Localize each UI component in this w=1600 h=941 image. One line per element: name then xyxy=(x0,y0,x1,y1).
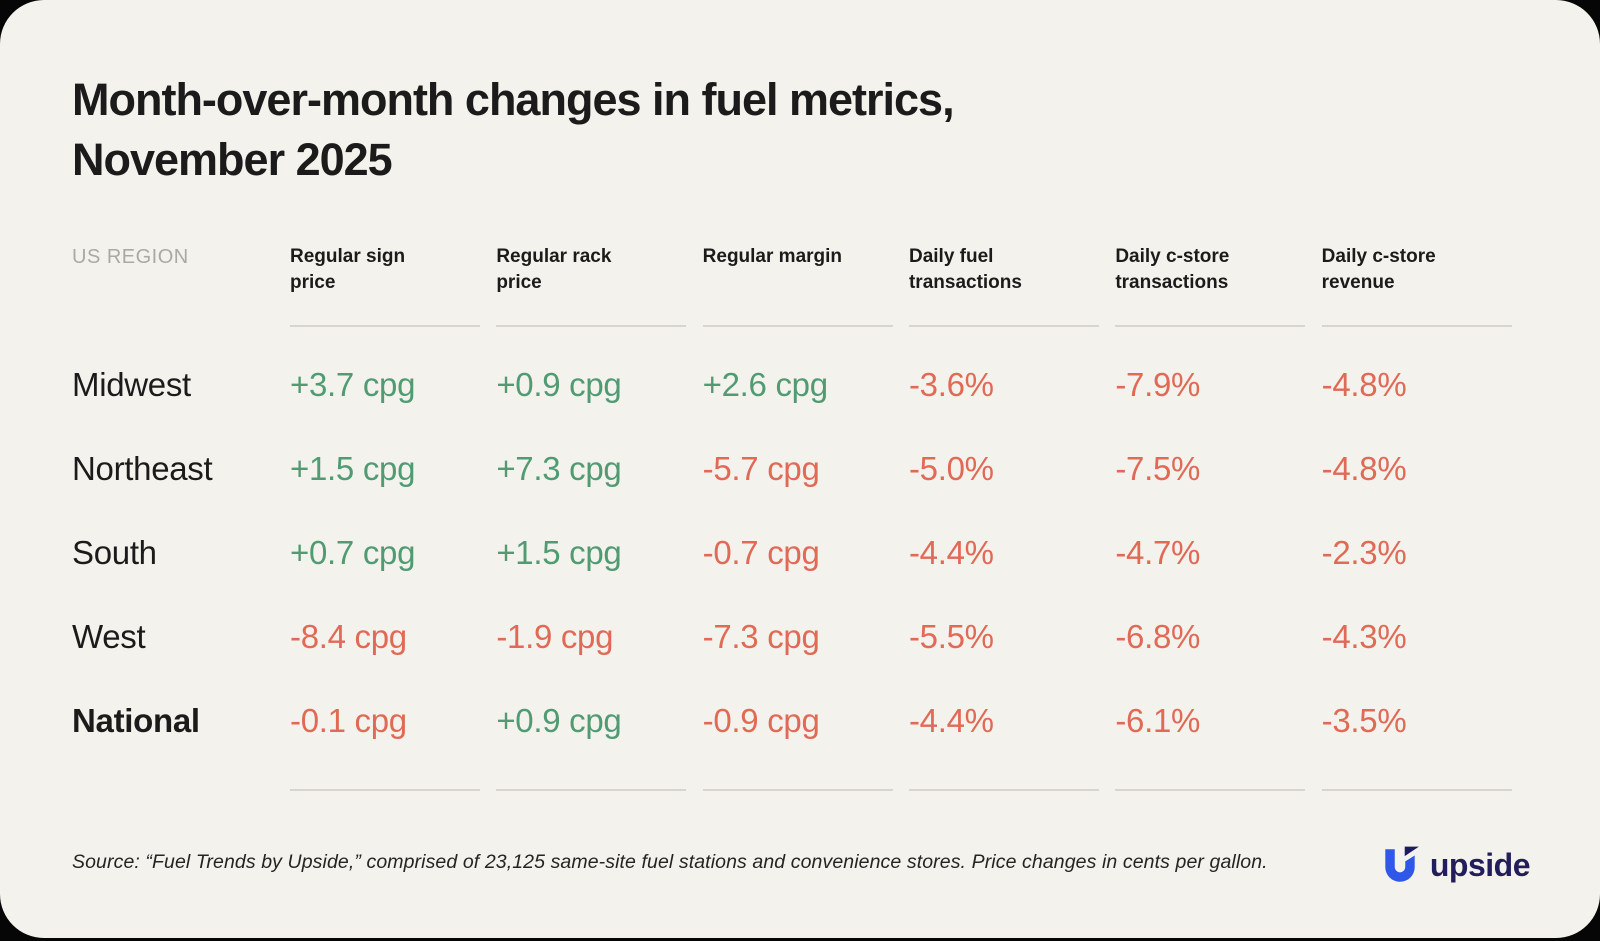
metric-value: +0.9 cpg xyxy=(496,365,622,403)
region-label: Midwest xyxy=(72,365,191,403)
table-body xyxy=(72,343,1528,763)
table-row xyxy=(72,343,1528,427)
column-bottom-rule xyxy=(1322,789,1512,791)
page-title-line1: Month-over-month changes in fuel metrics, xyxy=(72,74,954,125)
table-row xyxy=(72,427,1528,511)
column-header-label: Daily fuel transactions xyxy=(908,245,1022,294)
table-row xyxy=(72,511,1528,595)
column-header xyxy=(703,244,909,327)
metric-value: +0.9 cpg xyxy=(496,701,622,739)
header-underline xyxy=(1322,325,1512,327)
metric-value: -5.5% xyxy=(908,617,994,655)
header-underline xyxy=(909,325,1099,327)
metric-value: +1.5 cpg xyxy=(290,449,416,487)
metric-value: -4.3% xyxy=(1321,617,1407,655)
column-header xyxy=(1322,244,1528,327)
column-header-label: Daily c-store revenue xyxy=(1321,245,1436,294)
bottom-rule-cell xyxy=(1322,789,1528,791)
header-underline xyxy=(703,325,893,327)
metric-value: -0.1 cpg xyxy=(290,701,407,739)
metric-value: +1.5 cpg xyxy=(496,533,622,571)
header-underline xyxy=(496,325,686,327)
column-bottom-rule xyxy=(290,789,480,791)
metric-value: +2.6 cpg xyxy=(702,365,828,403)
column-header-region: US REGION xyxy=(72,245,189,268)
header-underline xyxy=(290,325,480,327)
region-label: West xyxy=(72,617,146,655)
metric-value: -7.5% xyxy=(1115,449,1201,487)
column-bottom-rule xyxy=(496,789,686,791)
column-header-label: Regular rack price xyxy=(496,245,612,294)
metric-value: +3.7 cpg xyxy=(290,365,416,403)
metric-value: -4.8% xyxy=(1321,365,1407,403)
column-bottom-rule xyxy=(909,789,1099,791)
metric-value: -0.7 cpg xyxy=(702,533,820,571)
column-header xyxy=(909,244,1115,327)
metric-value: -3.5% xyxy=(1321,701,1407,739)
table-row xyxy=(72,595,1528,679)
page-title xyxy=(72,0,1528,190)
metric-value: -7.9% xyxy=(1115,365,1201,403)
metric-value: -5.0% xyxy=(908,449,994,487)
region-label: South xyxy=(72,533,157,571)
bottom-rule-spacer xyxy=(72,789,290,791)
metric-value: -7.3 cpg xyxy=(702,617,820,655)
metric-value: -0.9 cpg xyxy=(702,701,820,739)
bottom-rule-cell xyxy=(290,789,496,791)
bottom-rule-cell xyxy=(1115,789,1321,791)
page-title-line2: November 2025 xyxy=(72,133,392,185)
source-note: Source: “Fuel Trends by Upside,” comprised of 23,125 same-site fuel stations and convenience stores. Price changes in cents per gallon. xyxy=(72,851,1268,873)
upside-logo xyxy=(1379,844,1530,886)
metric-value: -6.1% xyxy=(1115,701,1201,739)
column-header-label: Daily c-store transactions xyxy=(1115,245,1230,294)
column-header-label: Regular sign price xyxy=(290,245,406,294)
metric-value: -4.4% xyxy=(908,701,994,739)
region-label: National xyxy=(72,701,200,739)
metric-value: -4.7% xyxy=(1115,533,1201,571)
table-header-row xyxy=(72,244,1528,327)
column-bottom-rule xyxy=(1115,789,1305,791)
metric-value: -5.7 cpg xyxy=(702,449,820,487)
upside-u-logo-icon xyxy=(1379,844,1421,886)
metric-value: -6.8% xyxy=(1115,617,1201,655)
metric-value: +7.3 cpg xyxy=(496,449,622,487)
metric-value: -3.6% xyxy=(908,365,994,403)
fuel-metrics-table xyxy=(72,244,1528,791)
column-header-label: Regular margin xyxy=(702,245,843,267)
metric-value: -1.9 cpg xyxy=(496,617,614,655)
header-underline xyxy=(1115,325,1305,327)
table-bottom-rules xyxy=(72,789,1528,791)
metric-value: -4.4% xyxy=(908,533,994,571)
metric-value: -2.3% xyxy=(1321,533,1407,571)
metric-value: -8.4 cpg xyxy=(290,617,407,655)
bottom-rule-cell xyxy=(909,789,1115,791)
column-header xyxy=(1115,244,1321,327)
region-label: Northeast xyxy=(72,449,213,487)
metric-value: +0.7 cpg xyxy=(290,533,416,571)
column-header xyxy=(496,244,702,327)
column-header xyxy=(290,244,496,327)
table-row xyxy=(72,679,1528,763)
column-bottom-rule xyxy=(703,789,893,791)
metric-value: -4.8% xyxy=(1321,449,1407,487)
bottom-rule-cell xyxy=(703,789,909,791)
upside-logo-wordmark: upside xyxy=(1429,846,1530,883)
bottom-rule-cell xyxy=(496,789,702,791)
